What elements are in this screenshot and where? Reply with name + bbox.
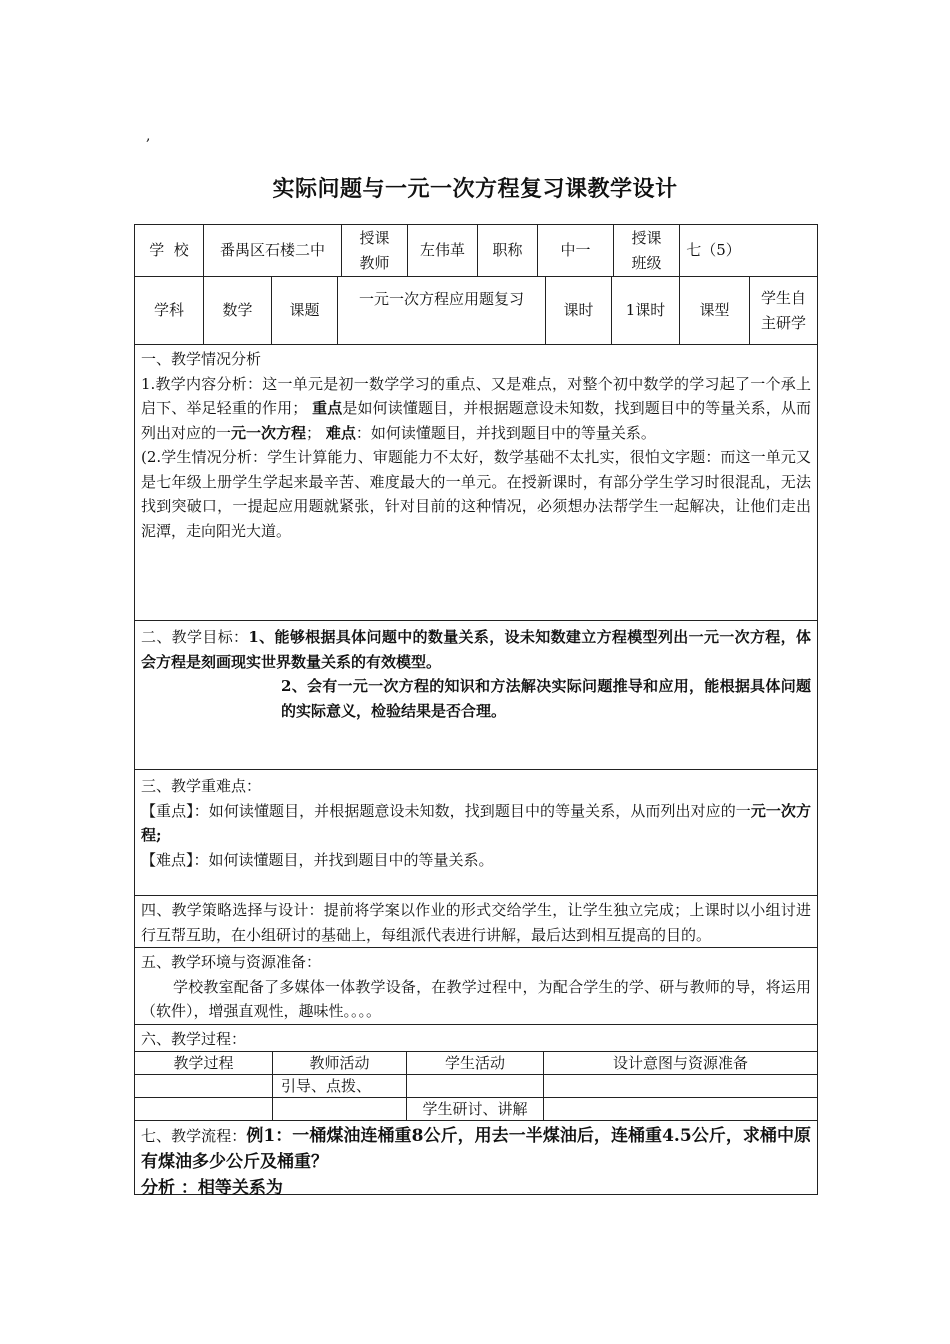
teacher-value: 左伟革 [407, 225, 477, 276]
difficulty-label: 【难点】 [141, 850, 194, 869]
section-process [135, 1024, 817, 1120]
difficulty-line-text: ：如何读懂题目，并找到题目中的等量关系。 [193, 850, 494, 869]
job-title-value: 中一 [537, 225, 613, 276]
goal-1-text: 1、能够根据具体问题中的数量关系，设未知数建立方程模型列出一元一次方程，体会方程是刻画现实世界数量关系的有效模型。 [141, 628, 811, 671]
process-cell [135, 1074, 272, 1097]
section-strategy: 四、教学策略选择与设计：提前将学案以作业的形式交给学生，让学生独立完成；上课时以小组讨进行互帮互助，在小组研讨的基础上，每组派代表进行讲解，最后达到相互提高的目的。 [135, 895, 817, 947]
key-point-line [141, 799, 811, 848]
key-label: 【重点】 [141, 801, 194, 820]
goal-2: 2、会有一元一次方程的知识和方法解决实际问题推导和应用，能根据具体问题的实际意义，检验结果是否合理。 [281, 677, 811, 720]
process-header-teacher: 教师活动 [272, 1051, 406, 1074]
school-label: 学 校 [149, 241, 189, 260]
key-point-bold: 元一次方程 [231, 423, 307, 442]
key-point-tag: 重点 [312, 399, 343, 417]
process-cell [406, 1074, 543, 1097]
process-header-intent: 设计意图与资源准备 [543, 1051, 817, 1074]
process-cell [543, 1097, 817, 1120]
stray-mark: , [146, 128, 151, 144]
key-point-text: 是如何读懂题目，并根据题意设未知数，找到题目中的等量关系，从而列出对应的一 [141, 399, 811, 442]
section-2-heading: 二、教学目标： [141, 628, 249, 646]
section-6-heading: 六、教学过程： [141, 1030, 247, 1048]
difficulty-tag: 难点 [325, 423, 356, 442]
section-5-heading: 五、教学环境与资源准备： [141, 953, 322, 971]
class-value: 七（5） [679, 225, 747, 276]
lesson-type-value: 学生自主研学 [749, 277, 817, 344]
lesson-plan-table [134, 224, 818, 1198]
info-row-2 [135, 276, 817, 344]
process-header-stage: 教学过程 [135, 1051, 272, 1074]
section-teaching-goals [135, 620, 817, 769]
section-key-difficult-points [135, 769, 817, 895]
process-cell [543, 1074, 817, 1097]
subject-label: 学科 [153, 301, 184, 320]
section-situation-analysis [135, 344, 817, 620]
lesson-type-label: 课型 [679, 277, 749, 344]
process-cell [272, 1097, 406, 1120]
process-table [135, 1051, 817, 1120]
class-label: 授课班级 [613, 225, 679, 276]
example-text: 例1：一桶煤油连桶重8公斤，用去一半煤油后，连桶重4.5公斤，求桶中原有煤油多少公斤及桶重？ [141, 1126, 811, 1172]
topic-label: 课题 [271, 277, 337, 344]
document-title: 实际问题与一元一次方程复习课教学设计 [272, 176, 678, 202]
section-1-heading: 一、教学情况分析 [141, 350, 262, 368]
difficulty-text: ：如何读懂题目，并找到题目中的等量关系。 [355, 423, 656, 442]
environment-text: 学校教室配备了多媒体一体教学设备，在教学过程中，为配合学生的学、研与教师的导，将运用（软件），增强直观性，趣味性。。。。 [141, 977, 811, 1020]
difficulty-line [141, 848, 811, 873]
separator: ； [306, 423, 322, 442]
process-header-student: 学生活动 [406, 1051, 543, 1074]
topic-value: 一元一次方程应用题复习 [337, 277, 545, 344]
subject-value: 数学 [203, 277, 271, 344]
key-text: ：如何读懂题目，并根据题意设未知数，找到题目中的等量关系，从而列出对应的一 [193, 801, 751, 820]
process-cell: 学生研讨、讲解 [406, 1097, 543, 1120]
analysis-line: 分析 ：相等关系为 [141, 1178, 283, 1198]
section-teaching-flow [135, 1120, 817, 1198]
hours-value: 1课时 [611, 277, 679, 344]
example-line [141, 1123, 811, 1175]
teacher-label: 授课教师 [341, 225, 407, 276]
job-title-label: 职称 [477, 225, 537, 276]
content-analysis-text: 1.教学内容分析：这一单元是初一数学学习的重点、又是难点，对整个初中数学的学习起了一个承上启下、举足轻重的作用； [141, 374, 811, 417]
process-cell [135, 1097, 272, 1120]
content-analysis [141, 372, 811, 446]
goal-1 [141, 625, 811, 674]
section-3-heading: 三、教学重难点： [141, 777, 262, 795]
student-analysis: (2.学生情况分析：学生计算能力、审题能力不太好，数学基础不太扎实，很怕文字题：而这一单元又是七年级上册学生学起来最辛苦、难度最大的一单元。在授新课时，有部分学生学习时很混乱，无法找到突破口，一提起应用题就紧张，针对目前的这种情况，必须想办法帮学生一起解决，让他们走出泥潭，走向阳光大道。 [141, 448, 811, 540]
process-cell: 引导、点拨、 [272, 1074, 406, 1097]
section-environment [135, 947, 817, 1024]
section-7-heading: 七、教学流程： [141, 1127, 247, 1145]
hours-label: 课时 [545, 277, 611, 344]
school-value: 番禺区石楼二中 [203, 225, 341, 276]
info-row-1 [135, 225, 817, 276]
key-bold: 元一次方程; [141, 801, 811, 844]
